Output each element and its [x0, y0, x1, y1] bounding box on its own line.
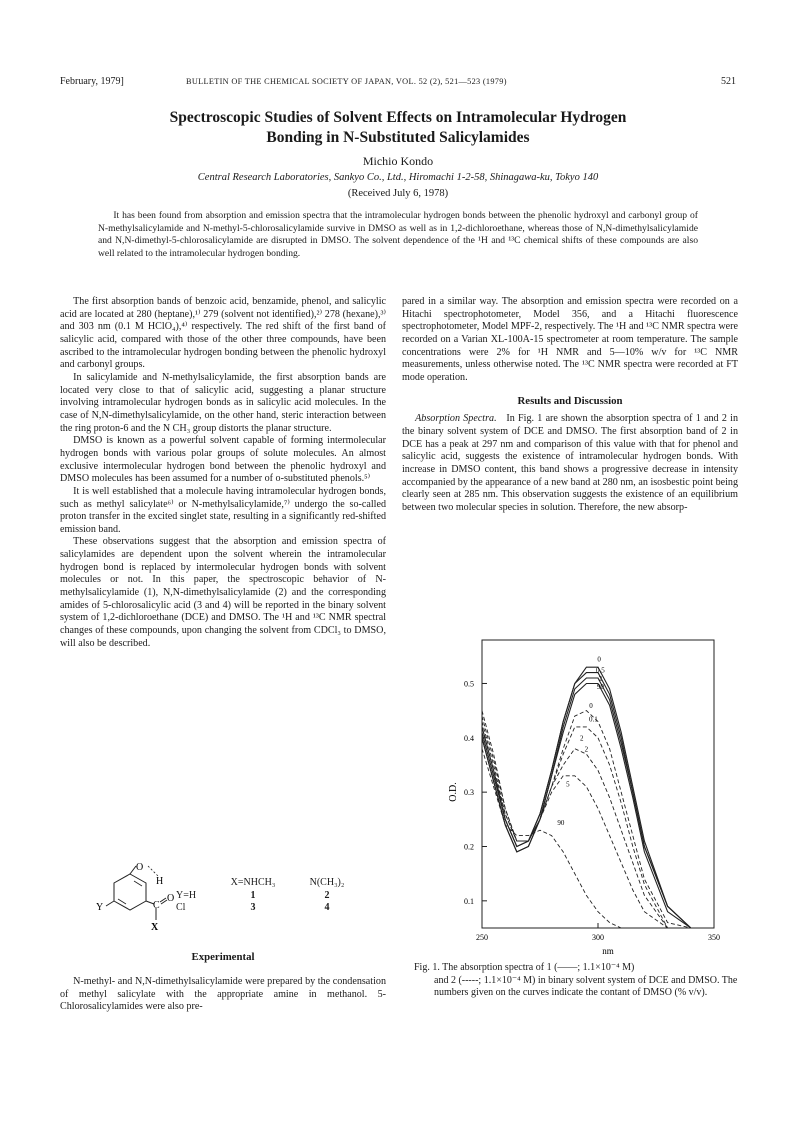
caption-line-1: Fig. 1. The absorption spectra of 1 (——; 1.1×10⁻⁴ M): [414, 962, 635, 973]
compound-number: 3: [250, 902, 256, 913]
title-line-2: Bonding in N-Substituted Salicylamides: [266, 129, 530, 146]
x-tick-label: 350: [708, 933, 720, 942]
y-tick-label: 0.2: [464, 842, 474, 852]
left-column: [60, 296, 386, 650]
atom-label-x: X: [151, 922, 159, 932]
curve-label: 0: [597, 655, 601, 664]
y-tick-label: 0.5: [464, 679, 474, 689]
paragraph: These observations suggest that the absorption and emission spectra of salicylamides are dependent upon the solvent wherein the intramolecular hydrogen bond is replaced by intermolecular hydrogen bonds with solvent molecules or not. In this paper, the spectroscopic behavior of N-methylsalicylamide (1), N,N-dimethylsalicylamide (2) and the corresponding amides of 5-chlorosalicylic acid (3 and 4) will be reported in the binary solvent system of 1,2-dichloroethane (DCE) and DMSO. The ¹H and ¹³C NMR spectral changes of these compounds, upon changing the solvent from CDCl₃ to DMSO, will also be described.: [60, 536, 386, 649]
experimental-text: N-methyl- and N,N-dimethylsalicylamide were prepared by the condensation of methyl salicylate with the appropriate amine in methanol. 5-Chlorosalicylamides were also pre-: [60, 976, 386, 1013]
received-date: (Received July 6, 1978): [347, 188, 449, 199]
series-line-dashed: [482, 722, 714, 929]
running-header: [60, 76, 736, 90]
curve-label: 2: [598, 674, 603, 683]
series-line-dashed: [482, 727, 714, 928]
results-paragraph: [402, 413, 738, 514]
series-line-solid: [482, 667, 714, 928]
results-heading: Results and Discussion: [517, 394, 623, 407]
paragraph: It is well established that a molecule having intramolecular hydrogen bonds, such as methyl salicylate⁶⁾ or N-methylsalicylamide,⁷⁾ undergo the so-called proton transfer in the excited singlet state, resulting in a significantly red-shifted emission band.: [60, 485, 386, 535]
results-text: In Fig. 1 are shown the absorption spectra of 1 and 2 in the binary solvent system of DCE and DMSO. The first absorption band of 2 in DCE has a peak at 297 nm and comparison of this value with that for phenol and salicylic acid, suggests the existence of intramolecular hydrogen bonds. With increase in DMSO content, this band shows a progressive decrease in intensity accompanied by the appearance of a new band at 280 nm, an isosbestic point being clearly seen at 285 nm. This observation suggests the existence of an equilibrium between two molecular species in solution. Therefore, the new absorp-: [402, 413, 738, 513]
curve-label: 90: [596, 682, 604, 691]
header-journal: BULLETIN OF THE CHEMICAL SOCIETY OF JAPAN, VOL. 52 (2), 521—523 (1979): [186, 77, 507, 86]
y-axis-label: O.D.: [448, 782, 459, 802]
series-line-dashed: [482, 716, 714, 928]
header-nhch3: X=NHCH₃: [230, 877, 276, 888]
figure-1: [440, 628, 740, 960]
series-line-dashed: [482, 711, 714, 928]
atom-label-o2: O: [167, 893, 175, 904]
series-line-solid: [482, 684, 714, 929]
paragraph: In salicylamide and N-methylsalicylamide, the first absorption bands are located very close to that of salicylic acid, suggesting a planar structure involving intramolecular hydrogen bonds as in salicylic acid molecules. In the case of N,N-dimethylsalicylamide, on the other hand, steric interaction between the ring proton-6 and the N CH₃ group distorts the planar structure.: [60, 371, 386, 434]
substituent-y: Cl: [176, 902, 186, 913]
compound-table-row: [176, 890, 362, 903]
compound-table-header: [176, 877, 362, 890]
x-axis-label: nm: [602, 946, 614, 956]
experimental-heading: Experimental: [191, 951, 255, 963]
paragraph: DMSO is known as a powerful solvent capable of forming intermolecular hydrogen bonds with various polar groups of solute molecules. An almost exclusive intermolecular hydrogen bond between the phenolic hydroxyl and DMSO molecules has been assumed for a number of o-substituted phenols.⁵⁾: [60, 435, 386, 485]
curve-label: 2: [584, 745, 589, 754]
affiliation: Central Research Laboratories, Sankyo Co., Ltd., Hiromachi 1-2-58, Shinagawa-ku, Tokyo 140: [197, 172, 599, 183]
y-tick-label: 0.1: [464, 896, 474, 906]
compound-number: 4: [324, 902, 330, 913]
curve-label: 0: [589, 701, 593, 710]
paper-title: [60, 108, 736, 148]
series-line-dashed: [482, 749, 714, 928]
atom-label-o: O: [136, 862, 144, 873]
compound-table: [176, 877, 362, 915]
curve-label: 2: [580, 734, 584, 743]
compound-table-row: [176, 902, 362, 915]
abstract: It has been found from absorption and emission spectra that the intramolecular hydrogen bonds between the phenolic hydroxyl and carbonyl group of N-methylsalicylamide and N-methyl-5-chlorosalicylamide survive in DMSO as well as in 1,2-dichloroethane, whereas those of N,N-dimethylsalicylamide and N,N-dimethyl-5-chlorosalicylamide are disrupted in DMSO. The solvent dependence of the ¹H and ¹³C chemical shifts of these compounds are also well related to the intramolecular hydrogen bonding.: [98, 210, 698, 259]
atom-label-h: H: [156, 876, 164, 887]
title-line-1: Spectroscopic Studies of Solvent Effects on Intramolecular Hydrogen: [169, 109, 627, 126]
header-nch32: N(CH₃)₂: [309, 877, 345, 888]
atom-label-c: C: [153, 900, 160, 911]
series-line-solid: [482, 673, 714, 928]
structure-drawing: [90, 862, 180, 932]
curve-label: 90: [557, 818, 565, 827]
curve-label: 0.1: [588, 715, 598, 724]
compound-number: 1: [250, 889, 256, 901]
figure-caption: [414, 962, 740, 1000]
y-tick-label: 0.3: [464, 788, 474, 798]
series-line-solid: [482, 678, 714, 928]
x-tick-label: 300: [592, 933, 604, 942]
x-tick-label: 250: [476, 933, 488, 942]
y-tick-label: 0.4: [464, 733, 474, 743]
paragraph: The first absorption bands of benzoic acid, benzamide, phenol, and salicylic acid are located at 280 (heptane),¹⁾ 279 (solvent not identified),²⁾ 278 (hexane),³⁾ and 303 nm (0.1 M HClO₄),⁴⁾ respectively. The red shift of the first band of salicylic acid, compared with those of the other three compounds, have been ascribed to the intramolecular hydrogen bonding between the phenolic hydroxyl and carbonyl groups.: [60, 296, 386, 371]
chemical-structure: [60, 862, 386, 932]
right-column: [402, 296, 738, 515]
curve-label: 5: [566, 780, 570, 789]
absorption-spectra-chart: [440, 628, 740, 960]
experimental-continued: pared in a similar way. The absorption and emission spectra were recorded on a Hitachi spectrophotometer, Model 356, and a Hitachi fluorescence spectrophotometer, Model MPF-2, respectively. The ¹H and ¹³C NMR spectra were recorded on a Varian XL-100A-15 spectrometer at room temperature. The sample concentrations were 2% for ¹H NMR and 5—10% w/v for ¹³C NMR measurements, unless otherwise noted. The ¹³C NMR spectra were recorded at FT mode operation.: [402, 296, 738, 383]
author: Michio Kondo: [362, 154, 434, 168]
atom-label-y: Y: [96, 902, 104, 913]
results-run-in: Absorption Spectra.: [415, 413, 497, 425]
compound-number: 2: [324, 889, 330, 901]
page-number: 521: [721, 76, 736, 87]
curve-label: 0.5: [595, 666, 605, 675]
caption-rest: and 2 (-----; 1.1×10⁻⁴ M) in binary solvent system of DCE and DMSO. The numbers given on the curves indicate the contant of DMSO (% v/v).: [434, 974, 738, 999]
header-date: February, 1979]: [60, 76, 124, 87]
substituent-y: Y=H: [176, 889, 197, 901]
